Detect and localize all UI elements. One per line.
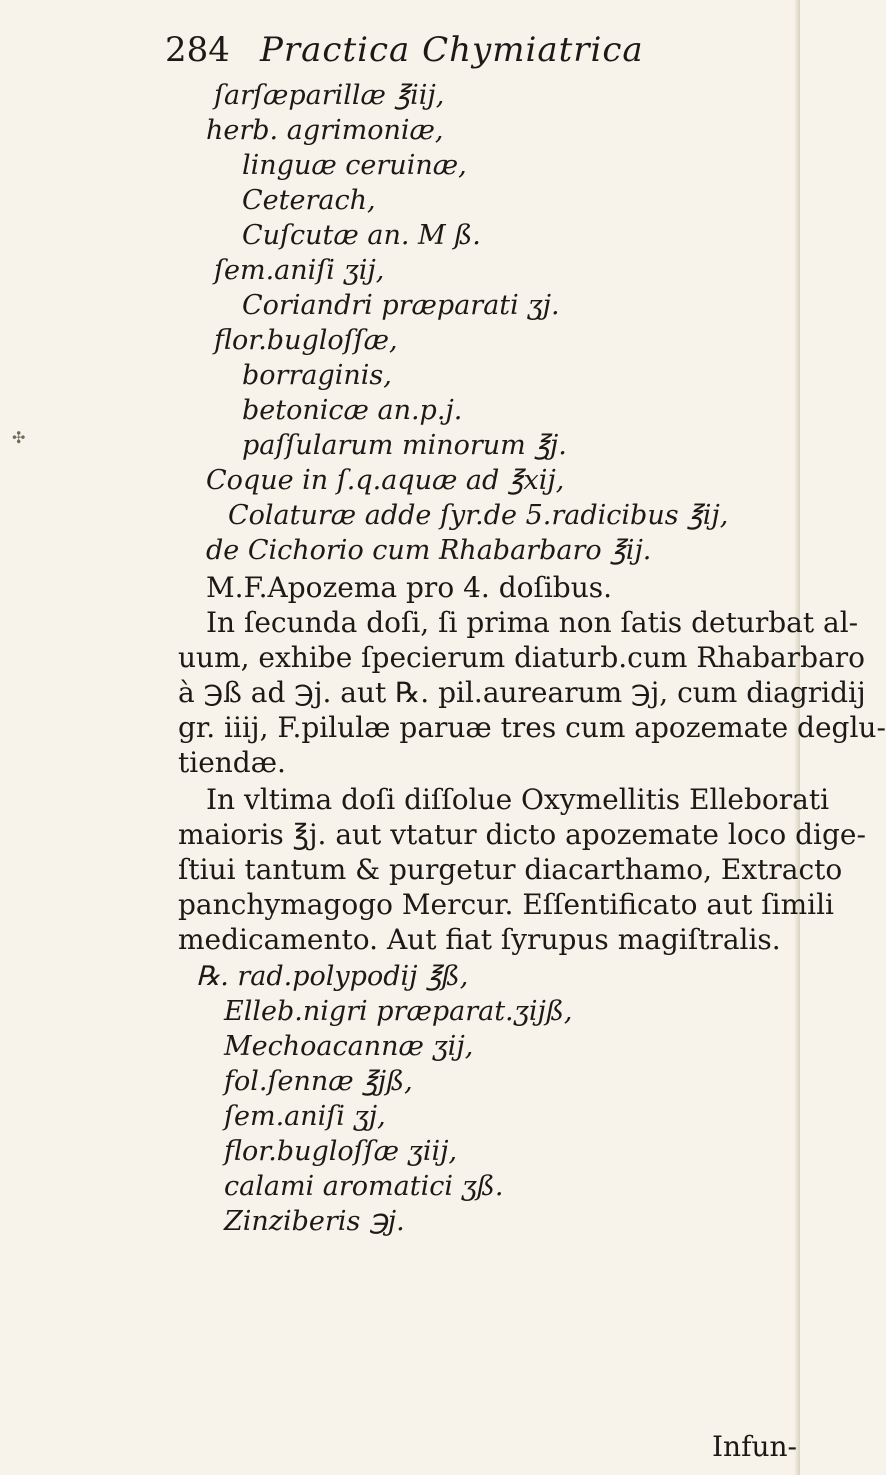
- text-line: paſſularum minorum ℥j.: [242, 430, 567, 461]
- text-line: de Cichorio cum Rhabarbaro ℥ij.: [206, 535, 652, 566]
- margin-ornament: ✣: [12, 428, 26, 447]
- text-line: ſem.aniſi ʒij,: [214, 255, 385, 286]
- text-line: Colaturæ adde ſyr.de 5.radicibus ℥ij,: [228, 500, 729, 531]
- catchword: Infun-: [712, 1430, 797, 1463]
- text-line: à ℈ß ad ℈j. aut ℞. pil.aurearum ℈j, cum diagridij: [178, 676, 866, 709]
- text-line: gr. iiij, F.pilulæ paruæ tres cum apozemate deglu-: [178, 711, 886, 744]
- text-line: M.F.Apozema pro 4. doſibus.: [206, 571, 613, 604]
- text-line: ſem.aniſi ʒj,: [224, 1101, 386, 1132]
- text-line: Elleb.nigri præparat.ʒijß,: [224, 996, 573, 1027]
- text-line: flor.bugloſſæ ʒiij,: [224, 1136, 458, 1167]
- text-line: In ſecunda doſi, ſi prima non ſatis deturbat al-: [206, 606, 859, 639]
- text-line: Coque in ſ.q.aquæ ad ℥xij,: [206, 465, 565, 496]
- text-line: Zinziberis ℈j.: [224, 1206, 405, 1237]
- page-header: [165, 30, 685, 80]
- text-line: Cuſcutæ an. M ß.: [242, 220, 481, 251]
- text-line: borraginis,: [242, 360, 392, 391]
- text-line: ſarſæparillæ ℥iij,: [214, 80, 445, 111]
- text-line: In vltima doſi diſſolue Oxymellitis Elleborati: [206, 783, 830, 816]
- text-line: Mechoacannæ ʒij,: [224, 1031, 474, 1062]
- text-line: herb. agrimoniæ,: [206, 115, 444, 146]
- text-line: Ceterach,: [242, 185, 376, 216]
- page-number: 284: [165, 30, 230, 70]
- text-line: uum, exhibe ſpecierum diaturb.cum Rhabarbaro: [178, 641, 865, 674]
- text-line: maioris ℥j. aut vtatur dicto apozemate loco dige-: [178, 818, 866, 851]
- text-line: medicamento. Aut fiat ſyrupus magiſtralis.: [178, 923, 781, 956]
- text-line: linguæ ceruinæ,: [242, 150, 467, 181]
- text-line: flor.bugloſſæ,: [214, 325, 398, 356]
- text-line: fol.ſennæ ℥jß,: [224, 1066, 413, 1097]
- text-line: betonicæ an.p.j.: [242, 395, 463, 426]
- text-line: ℞. rad.polypodij ℥ß,: [196, 961, 469, 992]
- text-line: ſtiui tantum & purgetur diacarthamo, Extracto: [178, 853, 843, 886]
- text-line: panchymagogo Mercur. Eſſentificato aut ſimili: [178, 888, 834, 921]
- running-title: Practica Chymiatrica: [260, 30, 644, 70]
- text-line: calami aromatici ʒß.: [224, 1171, 504, 1202]
- text-line: Coriandri præparati ʒj.: [242, 290, 560, 321]
- text-line: tiendæ.: [178, 746, 286, 779]
